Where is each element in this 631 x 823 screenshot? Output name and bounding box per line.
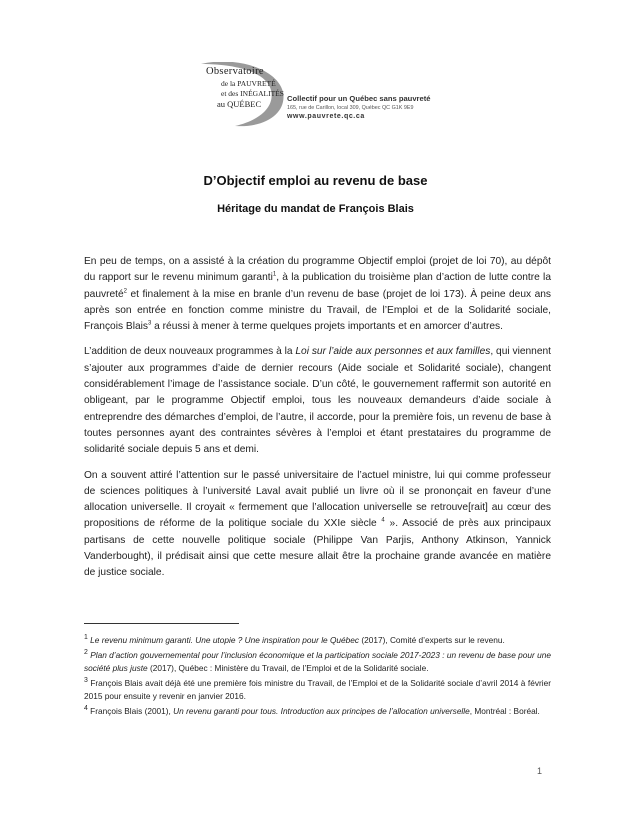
text-run: ». Associé de près aux principaux partisans de cette nouvelle politique sociale (Philippe Van Parjis, Anthony Atkinson, Yannick Vanderbought), il prédisait ainsi que cette mesure allait être la prochaine grande avancée en matière de justice sociale. <box>84 518 551 579</box>
letterhead <box>195 62 525 132</box>
collectif-name: Collectif pour un Québec sans pauvreté <box>287 94 431 103</box>
footnote-separator <box>84 623 239 624</box>
footnote-number: 3 <box>84 677 88 685</box>
footnote-title: Le revenu minimum garanti. Une utopie ? Une inspiration pour le Québec <box>90 634 360 645</box>
footnote-number: 1 <box>84 634 88 641</box>
footnote-4 <box>84 703 551 717</box>
text-run: et finalement à la mise en branle d’un revenu de base (projet de loi 173). À peine deux ans après son entrée en fonction comme ministre du Travail, de l’Emploi et de la Solidarité sociale, François Blais <box>84 288 551 333</box>
page-number: 1 <box>537 766 543 776</box>
text-run: , à la publication du troisième plan d’action de lutte contre la pauvreté <box>84 272 551 300</box>
text-run: On a souvent attiré l’attention sur le passé universitaire de l’actuel ministre, lui qui comme professeur de sciences politiques à l’université Laval avait publié un livre où il se prononçait en faveur d’une allocation universelle. Il croyait « fermement que l’allocation universelle se retrouve[rait] au cœur des propositions de réforme de la politique sociale du XXIe siècle <box>84 469 551 530</box>
footnote-2 <box>84 647 551 674</box>
text-run: , qui viennent s’ajouter aux programmes d’aide de dernier recours (Aide sociale et Solidarité sociale), changent considérablement l’image de l’assistance sociale. D’un côté, le gouvernement raffermit son autorité en obligeant, par le programme Objectif emploi, tous les nouveaux demandeurs d’aide sociale à entreprendre des démarches d’emploi, de l’autre, il accorde, pour la première fois, un revenu de base à toutes personnes ayant des contraintes sévères à l’emploi et étant prestataires du programme de solidarité sociale depuis 5 ans et demi. <box>84 346 551 456</box>
footnote-text: , Montréal : Boréal. <box>469 706 540 717</box>
footnotes <box>84 632 551 719</box>
document-subtitle: Héritage du mandat de François Blais <box>217 203 414 215</box>
body-text <box>84 254 551 591</box>
footnote-title: Un revenu garanti pour tous. Introduction aux principes de l’allocation universelle <box>173 706 470 717</box>
footnote-ref-1: 1 <box>272 271 277 278</box>
footnote-text: (2017), Comité d’experts sur le revenu. <box>359 634 505 645</box>
text-run: L’addition de deux nouveaux programmes à la <box>84 346 296 358</box>
logo-text-inegalites: et des INÉGALITÉS <box>221 89 284 98</box>
footnote-ref-3: 3 <box>147 320 152 327</box>
logo-text-quebec: au QUÉBEC <box>217 99 262 109</box>
footnote-number: 4 <box>84 705 88 713</box>
logo-text-observatoire: Observatoire <box>206 66 264 77</box>
paragraph-1 <box>84 254 551 335</box>
footnote-number: 2 <box>84 649 88 657</box>
collectif-url: www.pauvrete.qc.ca <box>287 113 365 120</box>
logo-text-pauvrete: de la PAUVRETÉ <box>221 79 276 88</box>
text-run: En peu de temps, on a assisté à la création du programme Objectif emploi (projet de loi 70), au dépôt du rapport sur le revenu minimum garanti <box>84 256 551 284</box>
footnote-text: François Blais (2001), <box>90 706 174 717</box>
footnote-ref-4: 4 <box>381 518 385 525</box>
footnote-title: Plan d’action gouvernemental pour l’inclusion économique et la participation sociale 2017-2023 : un revenu de base pour une société plus juste <box>84 650 551 673</box>
paragraph-2 <box>84 344 551 458</box>
law-title: Loi sur l’aide aux personnes et aux familles <box>295 346 491 358</box>
footnote-ref-2: 2 <box>123 288 127 295</box>
footnote-text: (2017), Québec : Ministère du Travail, de l’Emploi et de la Solidarité sociale. <box>147 662 429 673</box>
text-run: a réussi à mener à terme quelques projets importants et en amorcer d’autres. <box>151 321 503 333</box>
footnote-text: François Blais avait déjà été une première fois ministre du Travail, de l’Emploi et de la Solidarité sociale d’avril 2014 à février 2015 pour ensuite y revenir en janvier 2016. <box>84 678 551 701</box>
document-title: D’Objectif emploi au revenu de base <box>203 173 428 188</box>
footnote-3 <box>84 675 551 702</box>
collectif-address: 165, rue de Carillon, local 309, Québec QC G1K 9E9 <box>287 105 414 111</box>
footnote-1 <box>84 632 551 646</box>
paragraph-3 <box>84 468 551 582</box>
